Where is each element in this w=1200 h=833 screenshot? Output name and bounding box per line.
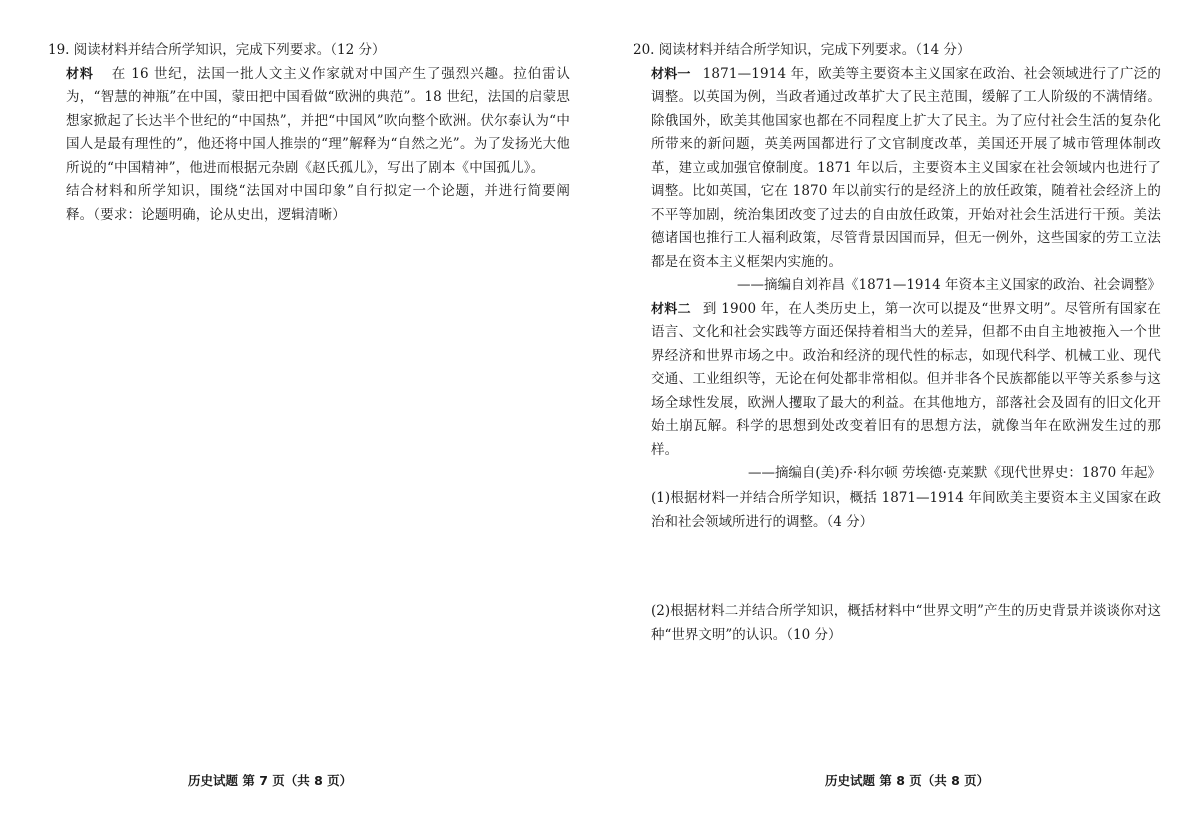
page-8-footer: 历史试题 第 8 页（共 8 页）: [825, 773, 990, 788]
material-2-label: 材料二: [651, 301, 691, 317]
sub-question-1: (1)根据材料一并结合所学知识，概括 1871—1914 年间欧美主要资本主义国家在政治和社会领域所进行的调整。（4 分）: [651, 489, 1161, 530]
question-20-material-1: [651, 63, 1161, 275]
answer-space-1: [651, 535, 1161, 599]
page-7-footer: 历史试题 第 7 页（共 8 页）: [188, 773, 353, 788]
question-20: [633, 39, 1161, 648]
question-19: [48, 39, 570, 227]
material-label: 材料: [66, 66, 94, 82]
material-1-label: 材料一: [651, 66, 691, 82]
material-2-source: ——摘编自(美)乔·科尔顿 劳埃德·克莱默《现代世界史：1870 年起》: [747, 465, 1161, 481]
material-2-text: 到 1900 年，在人类历史上，第一次可以提及“世界文明”。尽管所有国家在语言、文化和社会实践等方面还保持着相当大的差异，但都不由自主地被拖入一个世界经济和世界市场之中。政治和经济的现代性的标志，如现代科学、机械工业、现代交通、工业组织等，无论在何处都非常相似。但并非各个民族都能以平等关系参与这场全球性发展，欧洲人攫取了最大的利益。在其他地方，部落社会及固有的旧文化开始土崩瓦解。科学的思想到处改变着旧有的思想方法，就像当年在欧洲发生过的那样。: [651, 300, 1161, 458]
sub-question-2: (2)根据材料二并结合所学知识，概括材料中“世界文明”产生的历史背景并谈谈你对这种“世界文明”的认识。（10 分）: [651, 602, 1161, 643]
material-1-source: ——摘编自刘祚昌《1871—1914 年资本主义国家的政治、社会调整》: [736, 277, 1161, 293]
question-19-heading: 19. 阅读材料并结合所学知识，完成下列要求。（12 分）: [48, 42, 386, 58]
material-text: 在 16 世纪，法国一批人文主义作家就对中国产生了强烈兴趣。拉伯雷认为，“智慧的神瓶”在中国，蒙田把中国看做“欧洲的典范”。18 世纪，法国的启蒙思想家掀起了长达半个世纪的“中国热”，并把“中国风”吹向整个欧洲。伏尔泰认为“中国人是最有理性的”，他还将中国人推崇的“理”解释为“自然之光”。为了发扬光大他所说的“中国精神”，他进而根据元杂剧《赵氏孤儿》，写出了剧本《中国孤儿》。: [66, 65, 570, 176]
question-19-task: 结合材料和所学知识，围绕“法国对中国印象”自行拟定一个论题，并进行简要阐释。（要求：论题明确，论从史出，逻辑清晰）: [66, 183, 570, 223]
question-20-material-2: [651, 298, 1161, 463]
question-19-material: [66, 63, 570, 181]
page-8: [600, 0, 1200, 833]
question-20-heading: 20. 阅读材料并结合所学知识，完成下列要求。（14 分）: [633, 42, 971, 58]
material-1-text: 1871—1914 年，欧美等主要资本主义国家在政治、社会领域进行了广泛的调整。以英国为例，当政者通过改革扩大了民主范围，缓解了工人阶级的不满情绪。除俄国外，欧美其他国家也都在不同程度上扩大了民主。为了应付社会生活的复杂化所带来的新问题，英美两国都进行了文官制度改革，美国还开展了城市管理体制改革，建立或加强官僚制度。1871 年以后，主要资本主义国家在社会领域内也进行了调整。比如英国，它在 1870 年以前实行的是经济上的放任政策，随着社会经济上的不平等加剧，统治集团改变了过去的自由放任政策，开始对社会生活进行干预。美法德诸国也推行工人福利政策，尽管背景因国而异，但无一例外，这些国家的劳工立法都是在资本主义框架内实施的。: [651, 65, 1161, 270]
question-20-body: [633, 63, 1161, 648]
question-19-body: [48, 63, 570, 228]
